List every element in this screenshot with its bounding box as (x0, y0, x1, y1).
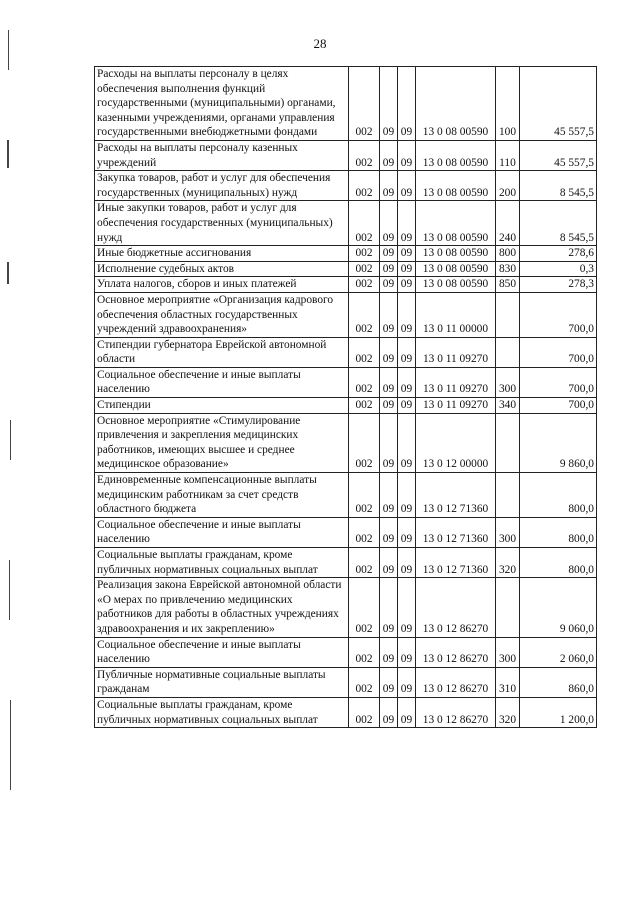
amount: 278,3 (520, 277, 597, 293)
expense-type-code: 850 (496, 277, 520, 293)
table-row (95, 517, 597, 547)
section-code: 09 (380, 201, 398, 246)
page-number: 28 (313, 36, 327, 51)
target-article-code: 13 0 12 86270 (416, 637, 496, 667)
target-article-code: 13 0 08 00590 (416, 140, 496, 170)
amount: 8 545,5 (520, 201, 597, 246)
row-name: Исполнение судебных актов (95, 261, 349, 277)
ministry-code: 002 (349, 398, 380, 414)
amount: 0,3 (520, 261, 597, 277)
table-row (95, 171, 597, 201)
expense-type-code (496, 292, 520, 337)
table-row (95, 140, 597, 170)
subsection-code: 09 (398, 261, 416, 277)
scan-mark (10, 420, 11, 460)
expense-type-code: 830 (496, 261, 520, 277)
target-article-code: 13 0 12 86270 (416, 697, 496, 727)
section-code: 09 (380, 337, 398, 367)
subsection-code: 09 (398, 398, 416, 414)
amount: 8 545,5 (520, 171, 597, 201)
amount: 700,0 (520, 367, 597, 397)
row-name: Стипендии (95, 398, 349, 414)
target-article-code: 13 0 12 71360 (416, 548, 496, 578)
expense-type-code: 240 (496, 201, 520, 246)
target-article-code: 13 0 08 00590 (416, 246, 496, 262)
target-article-code: 13 0 11 09270 (416, 398, 496, 414)
amount: 9 860,0 (520, 413, 597, 472)
section-code: 09 (380, 667, 398, 697)
ministry-code: 002 (349, 548, 380, 578)
expense-type-code: 320 (496, 548, 520, 578)
section-code: 09 (380, 473, 398, 518)
table-row (95, 67, 597, 141)
expense-type-code: 320 (496, 697, 520, 727)
scan-mark (7, 140, 9, 168)
ministry-code: 002 (349, 140, 380, 170)
expense-type-code: 300 (496, 367, 520, 397)
scan-mark (7, 262, 9, 284)
table-row (95, 246, 597, 262)
ministry-code: 002 (349, 67, 380, 141)
target-article-code: 13 0 11 00000 (416, 292, 496, 337)
subsection-code: 09 (398, 637, 416, 667)
row-name: Реализация закона Еврейской автономной области «О мерах по привлечению медицинских работников для работы в областных учреждениях здравоохранения и их закреплению» (95, 578, 349, 637)
amount: 860,0 (520, 667, 597, 697)
ministry-code: 002 (349, 277, 380, 293)
ministry-code: 002 (349, 246, 380, 262)
ministry-code: 002 (349, 171, 380, 201)
subsection-code: 09 (398, 277, 416, 293)
section-code: 09 (380, 578, 398, 637)
amount: 700,0 (520, 398, 597, 414)
row-name: Стипендии губернатора Еврейской автономной области (95, 337, 349, 367)
subsection-code: 09 (398, 337, 416, 367)
table-row (95, 697, 597, 727)
target-article-code: 13 0 08 00590 (416, 261, 496, 277)
target-article-code: 13 0 11 09270 (416, 337, 496, 367)
scan-mark (10, 700, 11, 790)
expense-type-code: 200 (496, 171, 520, 201)
ministry-code: 002 (349, 637, 380, 667)
row-name: Социальное обеспечение и иные выплаты населению (95, 637, 349, 667)
ministry-code: 002 (349, 337, 380, 367)
target-article-code: 13 0 12 71360 (416, 517, 496, 547)
ministry-code: 002 (349, 367, 380, 397)
section-code: 09 (380, 398, 398, 414)
subsection-code: 09 (398, 367, 416, 397)
ministry-code: 002 (349, 517, 380, 547)
row-name: Социальное обеспечение и иные выплаты населению (95, 517, 349, 547)
subsection-code: 09 (398, 413, 416, 472)
expense-type-code: 300 (496, 517, 520, 547)
subsection-code: 09 (398, 517, 416, 547)
scan-mark (8, 30, 9, 70)
row-name: Социальное обеспечение и иные выплаты населению (95, 367, 349, 397)
expense-type-code: 310 (496, 667, 520, 697)
amount: 800,0 (520, 548, 597, 578)
expense-type-code: 340 (496, 398, 520, 414)
table-row (95, 277, 597, 293)
row-name: Публичные нормативные социальные выплаты гражданам (95, 667, 349, 697)
amount: 9 060,0 (520, 578, 597, 637)
expense-type-code (496, 337, 520, 367)
subsection-code: 09 (398, 171, 416, 201)
expense-type-code (496, 578, 520, 637)
row-name: Уплата налогов, сборов и иных платежей (95, 277, 349, 293)
table-row (95, 261, 597, 277)
section-code: 09 (380, 67, 398, 141)
row-name: Закупка товаров, работ и услуг для обеспечения государственных (муниципальных) нужд (95, 171, 349, 201)
target-article-code: 13 0 12 86270 (416, 578, 496, 637)
table-row (95, 548, 597, 578)
expense-type-code: 110 (496, 140, 520, 170)
target-article-code: 13 0 12 00000 (416, 413, 496, 472)
target-article-code: 13 0 11 09270 (416, 367, 496, 397)
table-row (95, 201, 597, 246)
subsection-code: 09 (398, 578, 416, 637)
amount: 800,0 (520, 517, 597, 547)
expense-type-code: 300 (496, 637, 520, 667)
section-code: 09 (380, 171, 398, 201)
expense-type-code: 100 (496, 67, 520, 141)
table-row (95, 337, 597, 367)
target-article-code: 13 0 12 86270 (416, 667, 496, 697)
row-name: Расходы на выплаты персоналу в целях обеспечения выполнения функций государственными (муниципальными) органами, казенными учреждениями, органами управления государственными внебюджетными фондами (95, 67, 349, 141)
subsection-code: 09 (398, 548, 416, 578)
amount: 700,0 (520, 292, 597, 337)
expense-type-code: 800 (496, 246, 520, 262)
subsection-code: 09 (398, 697, 416, 727)
row-name: Иные бюджетные ассигнования (95, 246, 349, 262)
budget-table (94, 66, 597, 728)
section-code: 09 (380, 140, 398, 170)
amount: 45 557,5 (520, 140, 597, 170)
subsection-code: 09 (398, 667, 416, 697)
section-code: 09 (380, 246, 398, 262)
table-row (95, 667, 597, 697)
subsection-code: 09 (398, 246, 416, 262)
target-article-code: 13 0 08 00590 (416, 67, 496, 141)
subsection-code: 09 (398, 201, 416, 246)
section-code: 09 (380, 292, 398, 337)
ministry-code: 002 (349, 667, 380, 697)
row-name: Расходы на выплаты персоналу казенных учреждений (95, 140, 349, 170)
target-article-code: 13 0 12 71360 (416, 473, 496, 518)
subsection-code: 09 (398, 140, 416, 170)
row-name: Единовременные компенсационные выплаты медицинским работникам за счет средств областного бюджета (95, 473, 349, 518)
section-code: 09 (380, 697, 398, 727)
amount: 800,0 (520, 473, 597, 518)
amount: 45 557,5 (520, 67, 597, 141)
amount: 1 200,0 (520, 697, 597, 727)
ministry-code: 002 (349, 413, 380, 472)
amount: 700,0 (520, 337, 597, 367)
scan-mark (9, 560, 10, 620)
target-article-code: 13 0 08 00590 (416, 277, 496, 293)
target-article-code: 13 0 08 00590 (416, 171, 496, 201)
subsection-code: 09 (398, 292, 416, 337)
ministry-code: 002 (349, 201, 380, 246)
subsection-code: 09 (398, 473, 416, 518)
row-name: Основное мероприятие «Организация кадрового обеспечения областных государственных учреждений здравоохранения» (95, 292, 349, 337)
target-article-code: 13 0 08 00590 (416, 201, 496, 246)
ministry-code: 002 (349, 261, 380, 277)
row-name: Социальные выплаты гражданам, кроме публичных нормативных социальных выплат (95, 697, 349, 727)
table-row (95, 398, 597, 414)
ministry-code: 002 (349, 578, 380, 637)
ministry-code: 002 (349, 292, 380, 337)
row-name: Основное мероприятие «Стимулирование привлечения и закрепления медицинских работников, имеющих высшее и среднее медицинское образование» (95, 413, 349, 472)
table-row (95, 473, 597, 518)
section-code: 09 (380, 413, 398, 472)
table-row (95, 367, 597, 397)
row-name: Социальные выплаты гражданам, кроме публичных нормативных социальных выплат (95, 548, 349, 578)
section-code: 09 (380, 637, 398, 667)
section-code: 09 (380, 548, 398, 578)
amount: 2 060,0 (520, 637, 597, 667)
section-code: 09 (380, 277, 398, 293)
row-name: Иные закупки товаров, работ и услуг для обеспечения государственных (муниципальных) нужд (95, 201, 349, 246)
table-row (95, 413, 597, 472)
table-row (95, 578, 597, 637)
amount: 278,6 (520, 246, 597, 262)
section-code: 09 (380, 517, 398, 547)
expense-type-code (496, 473, 520, 518)
ministry-code: 002 (349, 697, 380, 727)
ministry-code: 002 (349, 473, 380, 518)
section-code: 09 (380, 261, 398, 277)
section-code: 09 (380, 367, 398, 397)
subsection-code: 09 (398, 67, 416, 141)
table-row (95, 637, 597, 667)
expense-type-code (496, 413, 520, 472)
table-row (95, 292, 597, 337)
